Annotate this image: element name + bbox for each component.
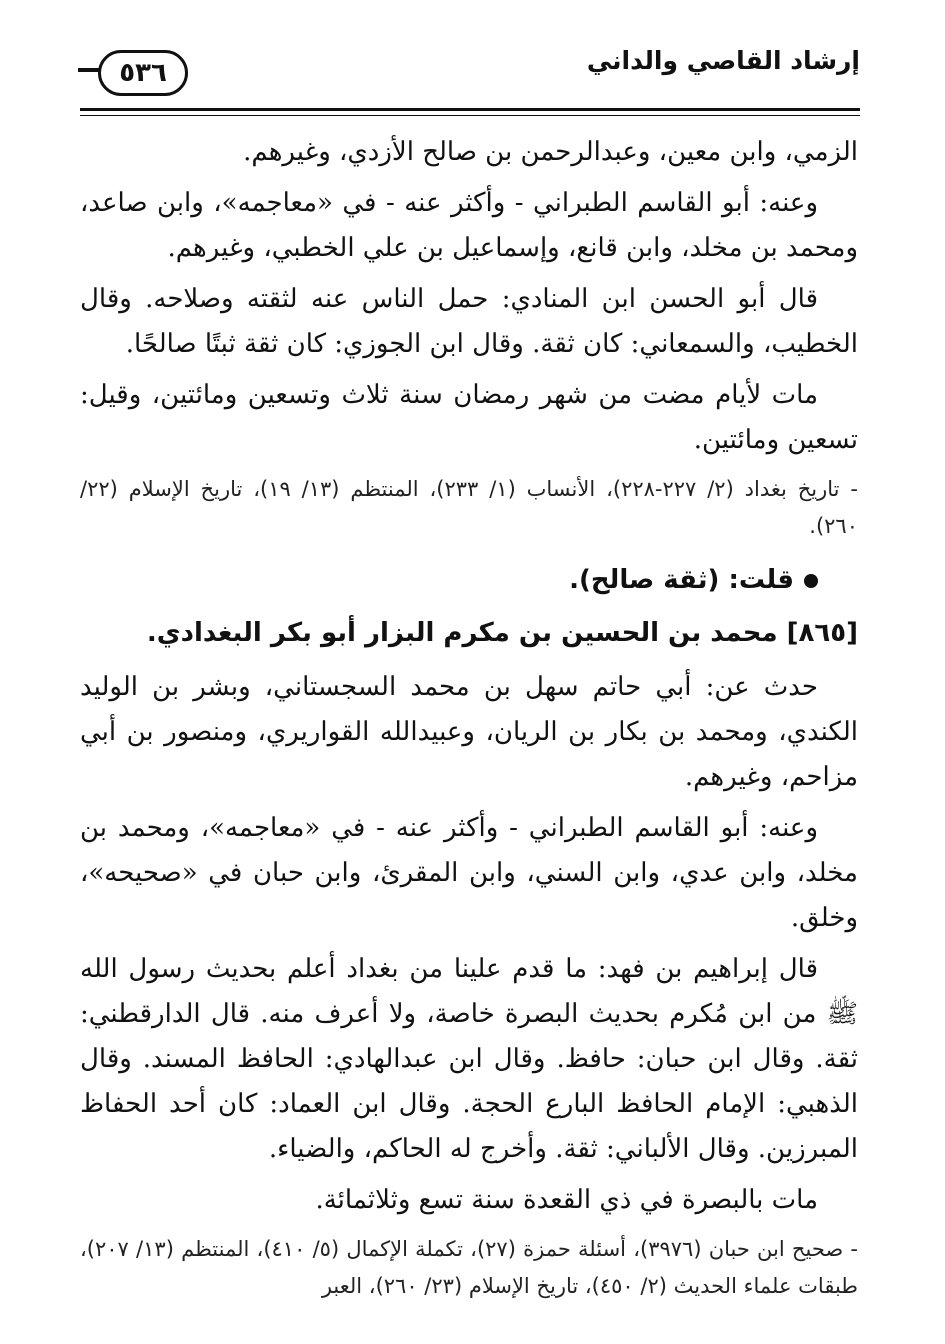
- paragraph-gradings-2: قال إبراهيم بن فهد: ما قدم علينا من بغداد أعلم بحديث رسول الله ﷺ من ابن مُكرم بحديث البصرة خاصة، ولا أعرف منه. قال الدارقطني: ثقة. وقال ابن حبان: حافظ. وقال ابن عبدالهادي: الحافظ المسند. وقال الذهبي: الإمام الحافظ البارع الحجة. وقال ابن العماد: كان أحد الحفاظ المبرزين. وقال الألباني: ثقة. وأخرج له الحاكم، والضياء.: [80, 954, 858, 1164]
- page-header: [80, 38, 860, 104]
- header-dash: [78, 68, 100, 72]
- bullet-icon: [804, 574, 818, 588]
- sources-note-2: - صحيح ابن حبان (٣٩٧٦)، أسئلة حمزة (٢٧)، تكملة الإكمال (٥/ ٤١٠)، المنتظم (١٣/ ٢٠٧)، طبقات علماء الحديث (٢/ ٤٥٠)، تاريخ الإسلام (٢٣/ ٢٦٠)، العبر: [80, 1237, 858, 1298]
- paragraph-teachers: حدث عن: أبي حاتم سهل بن محمد السجستاني، وبشر بن الوليد الكندي، ومحمد بن بكار بن الريان، وعبيدالله القواريري، ومنصور بن أبي مزاحم، وغيرهم.: [80, 672, 858, 792]
- paragraph-death: مات لأيام مضت من شهر رمضان سنة ثلاث وتسعين ومائتين، وقيل: تسعين ومائتين.: [80, 380, 858, 455]
- paragraph-students: وعنه: أبو القاسم الطبراني - وأكثر عنه - في «معاجمه»، وابن صاعد، ومحمد بن مخلد، وابن قانع، وإسماعيل بن علي الخطبي، وغيرهم.: [80, 188, 858, 263]
- page-content: [80, 130, 858, 1317]
- header-rule-thick: [80, 108, 860, 111]
- entry-heading: [٨٦٥] محمد بن الحسين بن مكرم البزار أبو بكر البغدادي.: [146, 618, 858, 648]
- sources-note: - تاريخ بغداد (٢/ ٢٢٧-٢٢٨)، الأنساب (١/ ٢٣٣)، المنتظم (١٣/ ١٩)، تاريخ الإسلام (٢٢/ ٢٦٠).: [80, 477, 858, 538]
- page-number: ٥٣٦: [98, 50, 188, 96]
- book-title: إرشاد القاصي والداني: [586, 46, 860, 75]
- paragraph-continuation: الزمي، وابن معين، وعبدالرحمن بن صالح الأزدي، وغيرهم.: [243, 137, 858, 167]
- verdict-text: قلت: (ثقة صالح).: [569, 565, 794, 595]
- header-rule-thin: [80, 115, 860, 116]
- verdict: [80, 557, 818, 603]
- paragraph-students-2: وعنه: أبو القاسم الطبراني - وأكثر عنه - في «معاجمه»، ومحمد بن مخلد، وابن عدي، وابن السني، وابن المقرئ، وابن حبان في «صحيحه»، وخلق.: [80, 813, 858, 933]
- paragraph-gradings: قال أبو الحسن ابن المنادي: حمل الناس عنه لثقته وصلاحه. وقال الخطيب، والسمعاني: كان ثقة. وقال ابن الجوزي: كان ثقة ثبتًا صالحًا.: [80, 284, 858, 359]
- paragraph-death-2: مات بالبصرة في ذي القعدة سنة تسع وثلاثمائة.: [315, 1185, 818, 1215]
